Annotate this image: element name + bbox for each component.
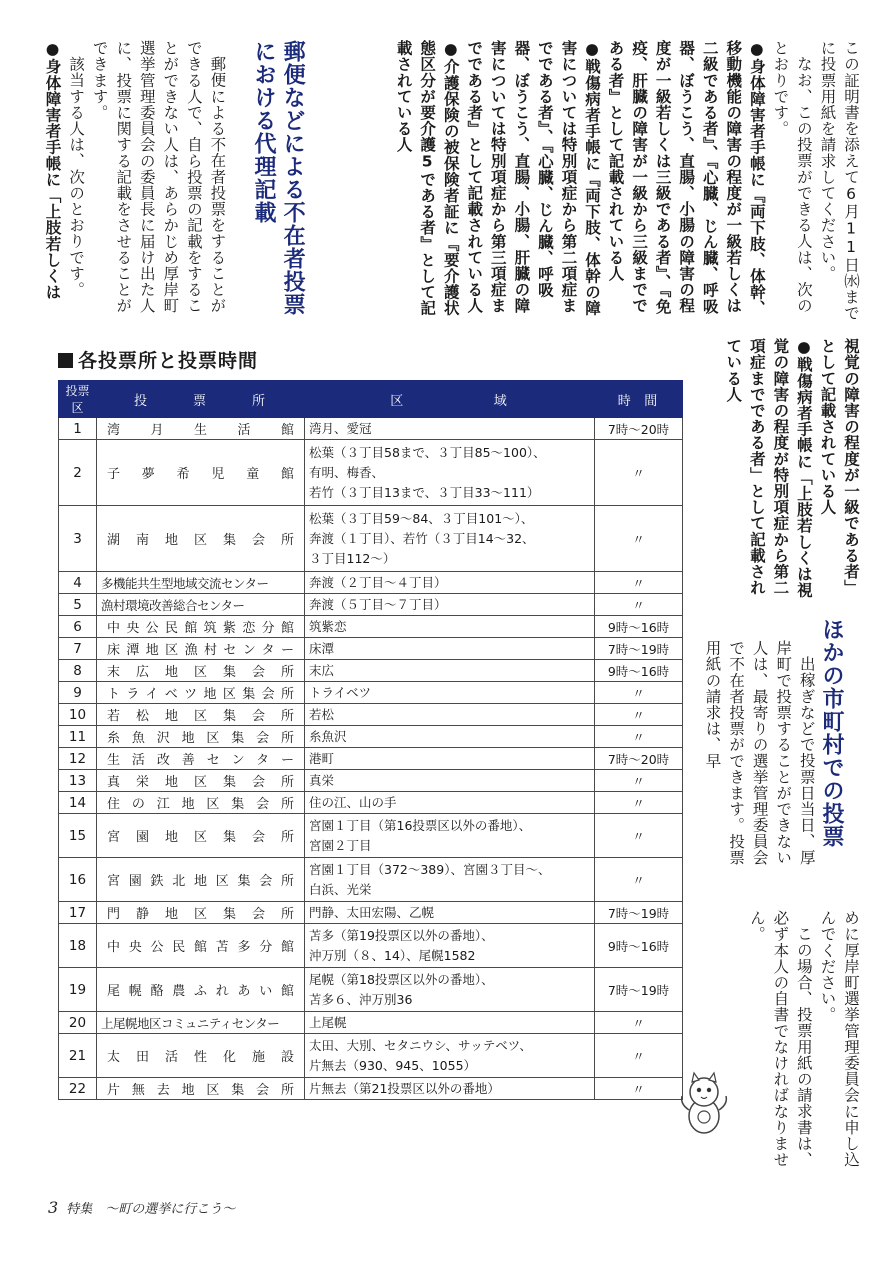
polling-area: 太田、大別、セタニウシ、サッテベツ、 片無去（930、945、1055） [305, 1034, 595, 1078]
district-number: 10 [59, 704, 97, 726]
table-row [59, 506, 683, 572]
polling-hours: 9時～16時 [595, 616, 683, 638]
polling-hours: 〃 [595, 704, 683, 726]
polling-area: 上尾幌 [305, 1012, 595, 1034]
polling-area: 湾月、愛冠 [305, 418, 595, 440]
polling-place [97, 704, 305, 726]
polling-hours: 〃 [595, 682, 683, 704]
district-number: 19 [59, 968, 97, 1012]
polling-hours: 7時～19時 [595, 638, 683, 660]
mail-voting-heading: 郵便などによる不在者投票における代理記載 [251, 40, 306, 316]
table-row [59, 638, 683, 660]
square-bullet-icon [58, 353, 73, 368]
polling-place [97, 616, 305, 638]
right-continuation-text [721, 338, 862, 600]
polling-place [97, 572, 305, 594]
district-number: 14 [59, 792, 97, 814]
polling-hours: 〃 [595, 814, 683, 858]
polling-place-label: 尾幌酪農ふれあい館 [107, 984, 294, 999]
polling-place-label: 多機能共生型地域交流センター [101, 575, 269, 591]
polling-hours: 〃 [595, 572, 683, 594]
polling-hours: 7時～19時 [595, 968, 683, 1012]
polling-area: 宮園１丁目（第16投票区以外の番地）、 宮園２丁目 [305, 814, 595, 858]
paragraph: ●身体障害者手帳に『両下肢、体幹、移動機能の障害の程度が一級若しくは二級である者』、『心臓、じん臓、呼吸器、ぼうこう、直腸、小腸の障害の程度が一級若しくは三級である者』、『免疫、肝臓の障害が一級から三級までである者』として記載されている人 [606, 40, 766, 317]
polling-area: 港町 [305, 748, 595, 770]
district-number: 15 [59, 814, 97, 858]
polling-place-label: 真栄地区集会所 [107, 775, 294, 790]
polling-place [97, 682, 305, 704]
table-row [59, 704, 683, 726]
polling-hours: 7時～20時 [595, 748, 683, 770]
polling-area: 奔渡（５丁目～７丁目） [305, 594, 595, 616]
district-number: 21 [59, 1034, 97, 1078]
paragraph: ●身体障害者手帳に「上肢若しくは [43, 40, 62, 301]
polling-place-label: 漁村環境改善総合センター [101, 597, 245, 613]
polling-place [97, 858, 305, 902]
polling-place [97, 792, 305, 814]
polling-place-label: 宮園地区集会所 [107, 830, 294, 845]
header-district-no: 投票区 [59, 381, 97, 418]
other-municipality-body-2 [744, 910, 862, 1170]
polling-area: 宮園１丁目（372～389）、宮園３丁目～、 白浜、光栄 [305, 858, 595, 902]
polling-area: 筑紫恋 [305, 616, 595, 638]
polling-place-label: 宮園鉄北地区集会所 [107, 874, 294, 889]
district-number: 7 [59, 638, 97, 660]
polling-place [97, 660, 305, 682]
polling-area: 奔渡（２丁目～４丁目） [305, 572, 595, 594]
polling-place-label: 住の江地区集会所 [107, 797, 294, 812]
top-text-block [391, 40, 862, 322]
district-number: 8 [59, 660, 97, 682]
polling-hours: 7時～19時 [595, 902, 683, 924]
polling-place [97, 726, 305, 748]
polling-hours: 〃 [595, 770, 683, 792]
district-number: 5 [59, 594, 97, 616]
polling-place [97, 1034, 305, 1078]
district-number: 2 [59, 440, 97, 506]
polling-place [97, 506, 305, 572]
polling-area: 門静、太田宏陽、乙幌 [305, 902, 595, 924]
polling-place [97, 748, 305, 770]
table-row [59, 748, 683, 770]
table-row [59, 902, 683, 924]
paragraph: この場合、投票用紙の請求書は、必ず本人の自書でなければなりません。 [747, 910, 813, 1168]
table-row [59, 682, 683, 704]
header-time: 時 間 [595, 381, 683, 418]
polling-place [97, 1078, 305, 1100]
table-row [59, 814, 683, 858]
polling-place-label: 若松地区集会所 [107, 709, 294, 724]
polling-place [97, 440, 305, 506]
polling-hours: 〃 [595, 1078, 683, 1100]
district-number: 4 [59, 572, 97, 594]
other-municipality-heading: ほかの市町村での投票 [819, 618, 844, 848]
paragraph: ●介護保険の被保険者証に『要介護状態区分が要介護5である者』として記載されている人 [394, 40, 460, 317]
other-municipality-body [700, 640, 818, 870]
district-number: 6 [59, 616, 97, 638]
polling-table-title-text: 各投票所と投票時間 [78, 350, 259, 372]
paragraph: ●戦傷病者手帳に「上肢若しくは視覚の障害の程度が特別項症から第二項症までである者」として記載されている人 [724, 338, 813, 599]
district-number: 22 [59, 1078, 97, 1100]
polling-place-label: 湖南地区集会所 [107, 533, 294, 548]
mail-voting-body [40, 40, 228, 322]
page-number: 3 [48, 1198, 59, 1217]
table-row [59, 924, 683, 968]
table-row [59, 726, 683, 748]
district-number: 18 [59, 924, 97, 968]
mascot-illustration [678, 1070, 730, 1140]
district-number: 16 [59, 858, 97, 902]
polling-stations-table [58, 380, 683, 1100]
polling-place-label: トライベツ地区集会所 [107, 687, 294, 702]
polling-hours: 9時～16時 [595, 924, 683, 968]
table-row [59, 440, 683, 506]
paragraph: 郵便による不在者投票をすることができる人で、自ら投票の記載をすることができない人は、あらかじめ厚岸町選挙管理委員会の委員長に届け出た人に、投票に関する記載をさせることができます。 [90, 40, 227, 314]
polling-hours: 〃 [595, 792, 683, 814]
paragraph: 該当する人は、次のとおりです。 [67, 55, 86, 297]
polling-place-label: 中央公民館苫多分館 [107, 940, 294, 955]
polling-place-label: 上尾幌地区コミュニティセンター [101, 1015, 280, 1031]
polling-place-label: 門静地区集会所 [107, 907, 294, 922]
polling-area: 片無去（第21投票区以外の番地） [305, 1078, 595, 1100]
district-number: 13 [59, 770, 97, 792]
polling-hours: 〃 [595, 594, 683, 616]
polling-place-label: 太田活性化施設 [107, 1050, 294, 1065]
paragraph: なお、この投票ができる人は、次のとおりです。 [771, 40, 813, 314]
polling-area: 床潭 [305, 638, 595, 660]
polling-place [97, 902, 305, 924]
table-row [59, 616, 683, 638]
district-number: 9 [59, 682, 97, 704]
table-row [59, 418, 683, 440]
polling-place-label: 湾月生活館 [107, 423, 294, 438]
district-number: 1 [59, 418, 97, 440]
polling-table-title [58, 346, 258, 373]
polling-area: 若松 [305, 704, 595, 726]
polling-hours: 〃 [595, 1034, 683, 1078]
district-number: 17 [59, 902, 97, 924]
polling-area: 松葉（３丁目59～84、３丁目101～）、 奔渡（１丁目）、若竹（３丁目14～32、 ３丁目112～） [305, 506, 595, 572]
table-row [59, 1078, 683, 1100]
polling-place-label: 末広地区集会所 [107, 665, 294, 680]
polling-place [97, 594, 305, 616]
polling-place-label: 糸魚沢地区集会所 [107, 731, 294, 746]
polling-place [97, 418, 305, 440]
header-place: 投 票 所 [97, 381, 305, 418]
paragraph: 視覚の障害の程度が一級である者」として記載されている人 [818, 338, 860, 596]
table-row [59, 1034, 683, 1078]
paragraph: 出稼ぎなどで投票日当日、厚岸町で投票することができない人は、最寄りの選挙管理委員会で不在者投票ができます。投票用紙の請求は、早 [703, 640, 816, 866]
polling-area: 尾幌（第18投票区以外の番地）、 苫多６、沖万別36 [305, 968, 595, 1012]
table-row [59, 1012, 683, 1034]
table-row [59, 572, 683, 594]
polling-area: 末広 [305, 660, 595, 682]
polling-hours: 〃 [595, 1012, 683, 1034]
polling-hours: 7時～20時 [595, 418, 683, 440]
table-row [59, 660, 683, 682]
polling-place-label: 中央公民館筑紫恋分館 [107, 621, 294, 636]
polling-area: トライベツ [305, 682, 595, 704]
district-number: 11 [59, 726, 97, 748]
polling-area: 真栄 [305, 770, 595, 792]
district-number: 3 [59, 506, 97, 572]
polling-place-label: 床潭地区漁村センター [107, 643, 294, 658]
polling-place [97, 814, 305, 858]
polling-place-label: 片無去地区集会所 [107, 1083, 294, 1098]
polling-place [97, 968, 305, 1012]
header-area: 区 域 [305, 381, 595, 418]
paragraph: ●戦傷病者手帳に『両下肢、体幹の障害については特別項症から第二項症までである者』、『心臓、じん臓、呼吸器、ぼうこう、直腸、小腸、肝臓の障害については特別項症から第三項症までである者』として記載されている人 [465, 40, 601, 317]
polling-hours: 〃 [595, 726, 683, 748]
table-header-row [59, 381, 683, 418]
table-row [59, 770, 683, 792]
table-row [59, 594, 683, 616]
polling-hours: 〃 [595, 506, 683, 572]
page-footer [48, 1198, 235, 1217]
polling-area: 糸魚沢 [305, 726, 595, 748]
district-number: 12 [59, 748, 97, 770]
table-row [59, 858, 683, 902]
polling-area: 住の江、山の手 [305, 792, 595, 814]
polling-place-label: 生活改善センター [107, 753, 294, 768]
polling-place-label: 子夢希児童館 [107, 467, 294, 482]
paragraph: この証明書を添えて6月11日㈬までに投票用紙を請求してください。 [818, 40, 860, 322]
polling-place [97, 770, 305, 792]
footer-caption: 特集 ～町の選挙に行こう～ [66, 1202, 236, 1217]
polling-place [97, 638, 305, 660]
polling-place [97, 1012, 305, 1034]
polling-area: 苫多（第19投票区以外の番地）、 沖万別（８、14）、尾幌1582 [305, 924, 595, 968]
table-row [59, 792, 683, 814]
polling-hours: 〃 [595, 440, 683, 506]
paragraph: めに厚岸町選挙管理委員会に申し込んでください。 [818, 910, 860, 1168]
district-number: 20 [59, 1012, 97, 1034]
polling-hours: 9時～16時 [595, 660, 683, 682]
polling-area: 松葉（３丁目58まで、３丁目85～100）、 有明、梅香、 若竹（３丁目13まで、３丁目33～111） [305, 440, 595, 506]
table-row [59, 968, 683, 1012]
polling-hours: 〃 [595, 858, 683, 902]
polling-place [97, 924, 305, 968]
